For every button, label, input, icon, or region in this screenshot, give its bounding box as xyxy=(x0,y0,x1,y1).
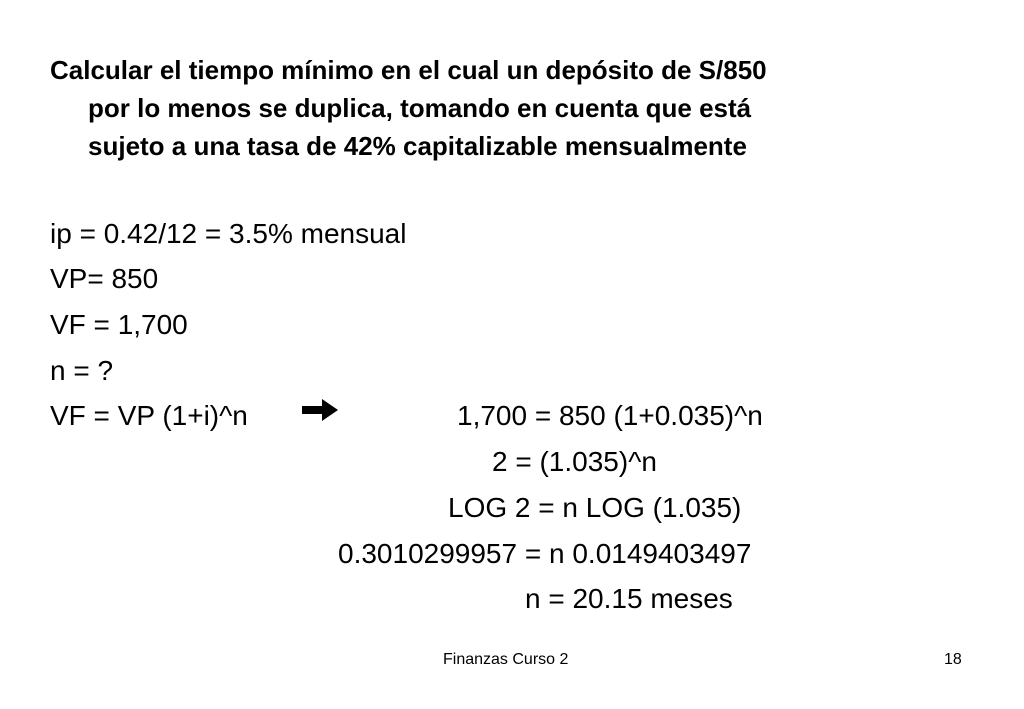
given-present-value: VP= 850 xyxy=(50,263,159,294)
step-ratio: 2 = (1.035)^n xyxy=(492,446,657,477)
given-periods: n = ? xyxy=(50,355,114,386)
page-number: 18 xyxy=(944,651,962,668)
right-arrow-icon xyxy=(300,397,340,423)
substituted-formula: 1,700 = 850 (1+0.035)^n xyxy=(457,400,763,431)
result-months: n = 20.15 meses xyxy=(525,583,733,614)
step-log-values: 0.3010299957 = n 0.0149403497 xyxy=(338,538,752,569)
given-interest-rate: ip = 0.42/12 = 3.5% mensual xyxy=(50,218,407,249)
problem-line-2: por lo menos se duplica, tomando en cuenta que está xyxy=(88,93,752,123)
footer-course: Finanzas Curso 2 xyxy=(443,651,569,668)
step-logarithm: LOG 2 = n LOG (1.035) xyxy=(448,492,742,523)
problem-line-1: Calcular el tiempo mínimo en el cual un depósito de S/850 xyxy=(50,55,767,85)
problem-line-3: sujeto a una tasa de 42% capitalizable mensualmente xyxy=(88,131,747,161)
problem-statement xyxy=(50,51,950,165)
given-future-value: VF = 1,700 xyxy=(50,309,188,340)
general-formula: VF = VP (1+i)^n xyxy=(50,400,248,431)
